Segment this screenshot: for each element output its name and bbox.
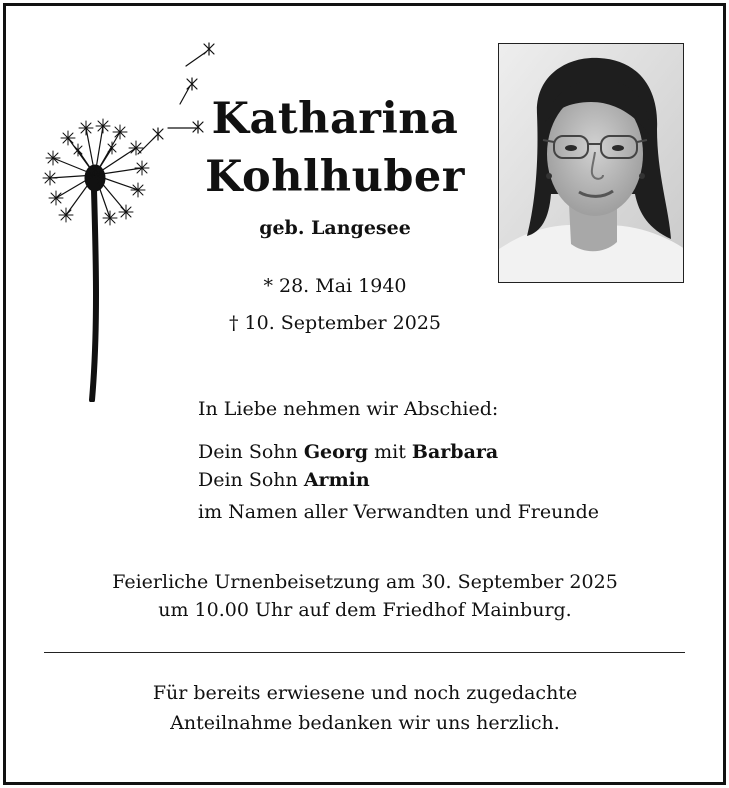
mourner-line-armin [198,468,370,492]
thanks-line-1: Für bereits erwiesene und noch zugedachte [152,682,578,704]
mourner-line-georg [198,440,498,464]
mourner-name-armin: Armin [303,469,370,491]
last-name: Kohlhuber [205,152,465,202]
mourner-name-barbara: Barbara [411,441,499,463]
ceremony-line-1: Feierliche Urnenbeisetzung am 30. September 2025 [112,571,618,593]
birth-date: * 28. Mai 1940 [263,275,407,297]
ceremony-line-2: um 10.00 Uhr auf dem Friedhof Mainburg. [158,599,572,621]
maiden-name: geb. Langesee [259,217,411,239]
thanks-note [20,678,710,738]
farewell-intro: In Liebe nehmen wir Abschied: [198,398,499,420]
mourner-prefix: Dein Sohn [198,469,304,491]
death-date: † 10. September 2025 [229,312,441,334]
mourner-name-georg: Georg [303,441,369,463]
first-name: Katharina [211,94,459,144]
thanks-line-2: Anteilnahme bedanken wir uns herzlich. [170,712,560,734]
mourner-conjunction: mit [368,441,412,463]
divider [44,652,685,653]
portrait-photo [498,43,684,283]
mourner-prefix: Dein Sohn [198,441,304,463]
ceremony-info [20,568,710,624]
mourner-line-relatives: im Namen aller Verwandten und Freunde [198,501,599,523]
